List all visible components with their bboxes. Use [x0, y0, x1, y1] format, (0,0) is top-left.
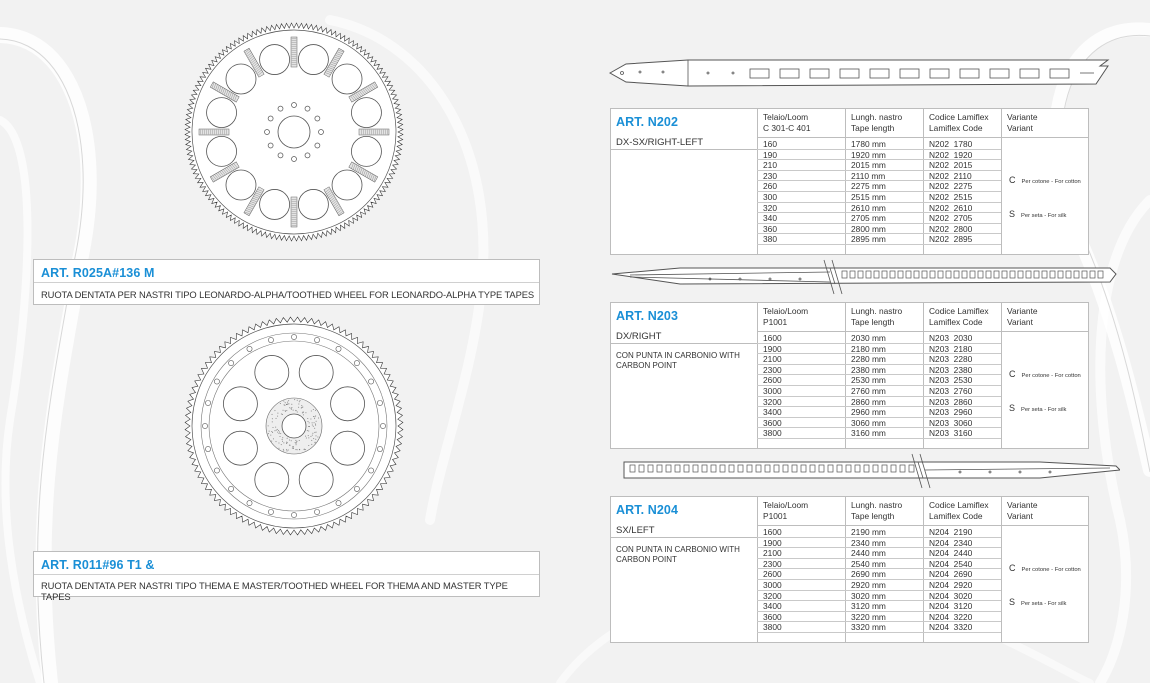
table-row [757, 591, 1001, 602]
wheel-description: RUOTA DENTATA PER NASTRI TIPO LEONARDO-ALPHA/TOOTHED WHEEL FOR LEONARDO-ALPHA TYPE TAPES [41, 289, 535, 300]
table-row [757, 397, 1001, 408]
table-row [757, 527, 1001, 538]
table-left-column [611, 109, 758, 254]
cell-code: N204 3120 [929, 601, 973, 612]
table-left-column [611, 303, 758, 448]
cell-loom: 160 [763, 139, 777, 149]
cell-length: 2440 mm [851, 548, 886, 559]
article-table [610, 496, 1089, 643]
cell-length: 3320 mm [851, 622, 886, 633]
cell-code: N203 2530 [929, 375, 973, 386]
header-code: Codice Lamiflex Lamiflex Code [929, 112, 989, 133]
cell-code: N203 2860 [929, 396, 973, 407]
variant-silk: S Per seta - For silk [1009, 597, 1067, 607]
cell-length: 2515 mm [851, 192, 886, 202]
table-row [757, 139, 1001, 150]
table-row [757, 407, 1001, 418]
cell-loom: 360 [763, 223, 777, 234]
toothed-wheel-drawing [184, 310, 404, 542]
cell-loom: 3200 [763, 590, 782, 601]
cell-code: N202 2800 [929, 223, 973, 234]
cell-code: N204 2920 [929, 580, 973, 590]
cell-loom: 2600 [763, 569, 782, 580]
cell-loom: 1900 [763, 343, 782, 354]
table-row [757, 428, 1001, 439]
cell-length: 2180 mm [851, 343, 886, 354]
cell-code: N203 3160 [929, 428, 973, 439]
table-direction: SX/LEFT [616, 525, 655, 536]
cell-code: N204 3320 [929, 622, 973, 633]
cell-loom: 1900 [763, 537, 782, 548]
cell-length: 2190 mm [851, 527, 886, 537]
header-variant: Variante Variant [1007, 500, 1038, 521]
table-article-code: ART. N203 [616, 309, 679, 323]
variant-cotton: C Per cotone - For cotton [1009, 175, 1081, 185]
table-article-code: ART. N202 [616, 115, 679, 129]
table-row [757, 375, 1001, 386]
cell-loom: 190 [763, 149, 777, 160]
table-row [757, 192, 1001, 203]
cell-loom: 3000 [763, 386, 782, 396]
cell-length: 2705 mm [851, 213, 886, 224]
cell-loom: 3000 [763, 580, 782, 590]
cell-length: 3120 mm [851, 601, 886, 612]
header-variant: Variante Variant [1007, 306, 1038, 327]
table-left-column [611, 497, 758, 642]
cell-code: N202 1780 [929, 139, 973, 149]
variant-silk: S Per seta - For silk [1009, 209, 1067, 219]
cell-code: N204 2340 [929, 537, 973, 548]
wheel-info-box [33, 551, 540, 602]
article-table [610, 108, 1089, 255]
cell-length: 2800 mm [851, 223, 886, 234]
cell-length: 2530 mm [851, 375, 886, 386]
header-length: Lungh. nastro Tape length [851, 500, 903, 521]
variant-cotton: C Per cotone - For cotton [1009, 563, 1081, 573]
table-row [757, 171, 1001, 182]
table-row [757, 344, 1001, 355]
cell-length: 1920 mm [851, 149, 886, 160]
table-row [757, 386, 1001, 397]
cell-length: 2610 mm [851, 202, 886, 213]
cell-length: 3220 mm [851, 611, 886, 622]
cell-loom: 3800 [763, 622, 782, 633]
cell-code: N202 1920 [929, 149, 973, 160]
table-row [757, 538, 1001, 549]
cell-length: 2015 mm [851, 160, 886, 171]
cell-loom: 3800 [763, 428, 782, 439]
wheel-article-code: ART. R025A#136 M [41, 266, 155, 280]
cell-loom: 2100 [763, 354, 782, 365]
cell-code: N203 3060 [929, 417, 973, 428]
cell-loom: 3600 [763, 417, 782, 428]
table-row [757, 569, 1001, 580]
cell-loom: 300 [763, 192, 777, 202]
cell-length: 2340 mm [851, 537, 886, 548]
table-article-code: ART. N204 [616, 503, 679, 517]
cell-loom: 1600 [763, 527, 782, 537]
tape-drawing [620, 452, 1120, 492]
cell-length: 2380 mm [851, 364, 886, 375]
cell-loom: 2600 [763, 375, 782, 386]
cell-code: N202 2705 [929, 213, 973, 224]
table-row [757, 203, 1001, 214]
cell-code: N203 2280 [929, 354, 973, 365]
table-row [757, 181, 1001, 192]
cell-loom: 340 [763, 213, 777, 224]
cell-length: 3020 mm [851, 590, 886, 601]
wheel-article-code: ART. R011#96 T1 & [41, 558, 155, 572]
cell-length: 2960 mm [851, 407, 886, 418]
cell-length: 2895 mm [851, 234, 886, 245]
header-variant: Variante Variant [1007, 112, 1038, 133]
toothed-wheel-drawing [184, 16, 404, 248]
variant-silk: S Per seta - For silk [1009, 403, 1067, 413]
cell-length: 2280 mm [851, 354, 886, 365]
cell-code: N204 2190 [929, 527, 973, 537]
cell-loom: 260 [763, 181, 777, 192]
cell-code: N204 3020 [929, 590, 973, 601]
cell-code: N203 2030 [929, 333, 973, 343]
header-code: Codice Lamiflex Lamiflex Code [929, 500, 989, 521]
table-note: CON PUNTA IN CARBONIO WITH CARBON POINT [616, 351, 740, 370]
cell-code: N203 2380 [929, 364, 973, 375]
cell-code: N204 3220 [929, 611, 973, 622]
table-row [757, 548, 1001, 559]
header-length: Lungh. nastro Tape length [851, 112, 903, 133]
cell-loom: 2100 [763, 548, 782, 559]
cell-loom: 3400 [763, 407, 782, 418]
cell-length: 2275 mm [851, 181, 886, 192]
cell-length: 2920 mm [851, 580, 886, 590]
cell-loom: 2300 [763, 558, 782, 569]
table-row [757, 612, 1001, 623]
cell-loom: 3200 [763, 396, 782, 407]
table-row [757, 580, 1001, 591]
cell-loom: 1600 [763, 333, 782, 343]
cell-loom: 230 [763, 170, 777, 181]
table-note: CON PUNTA IN CARBONIO WITH CARBON POINT [616, 545, 740, 564]
cell-length: 1780 mm [851, 139, 886, 149]
header-code: Codice Lamiflex Lamiflex Code [929, 306, 989, 327]
wheel-description: RUOTA DENTATA PER NASTRI TIPO THEMA E MASTER/TOOTHED WHEEL FOR THEMA AND MASTER TYPE TAPES [41, 580, 508, 602]
cell-length: 2540 mm [851, 558, 886, 569]
table-row [757, 224, 1001, 235]
cell-code: N204 2440 [929, 548, 973, 559]
cell-code: N203 2180 [929, 343, 973, 354]
cell-code: N202 2275 [929, 181, 973, 192]
table-row [757, 601, 1001, 612]
header-loom: Telaio/Loom P1001 [763, 500, 809, 521]
tape-drawing [608, 56, 1118, 96]
cell-length: 2760 mm [851, 386, 886, 396]
table-row [757, 418, 1001, 429]
table-row [757, 365, 1001, 376]
cell-length: 2030 mm [851, 333, 886, 343]
table-row [757, 622, 1001, 633]
cell-loom: 3400 [763, 601, 782, 612]
table-row [757, 160, 1001, 171]
table-row [757, 213, 1001, 224]
table-row [757, 354, 1001, 365]
cell-code: N202 2610 [929, 202, 973, 213]
table-row [757, 559, 1001, 570]
variant-cotton: C Per cotone - For cotton [1009, 369, 1081, 379]
cell-code: N202 2895 [929, 234, 973, 245]
wheel-info-box [33, 259, 540, 305]
cell-code: N204 2690 [929, 569, 973, 580]
tape-drawing [610, 258, 1118, 298]
cell-loom: 2300 [763, 364, 782, 375]
cell-loom: 320 [763, 202, 777, 213]
table-direction: DX/RIGHT [616, 331, 662, 342]
header-length: Lungh. nastro Tape length [851, 306, 903, 327]
cell-code: N204 2540 [929, 558, 973, 569]
cell-length: 3060 mm [851, 417, 886, 428]
header-loom: Telaio/Loom P1001 [763, 306, 809, 327]
cell-length: 2690 mm [851, 569, 886, 580]
cell-loom: 3600 [763, 611, 782, 622]
cell-code: N203 2760 [929, 386, 973, 396]
cell-code: N202 2015 [929, 160, 973, 171]
cell-code: N202 2110 [929, 170, 972, 181]
table-row [757, 333, 1001, 344]
cell-code: N202 2515 [929, 192, 973, 202]
table-row [757, 150, 1001, 161]
cell-loom: 380 [763, 234, 777, 245]
table-row [757, 234, 1001, 245]
article-table [610, 302, 1089, 449]
cell-length: 2860 mm [851, 396, 886, 407]
table-direction: DX-SX/RIGHT-LEFT [616, 137, 704, 148]
cell-length: 2110 mm [851, 170, 886, 181]
cell-length: 3160 mm [851, 428, 886, 439]
cell-code: N203 2960 [929, 407, 973, 418]
cell-loom: 210 [763, 160, 777, 171]
header-loom: Telaio/Loom C 301-C 401 [763, 112, 811, 133]
